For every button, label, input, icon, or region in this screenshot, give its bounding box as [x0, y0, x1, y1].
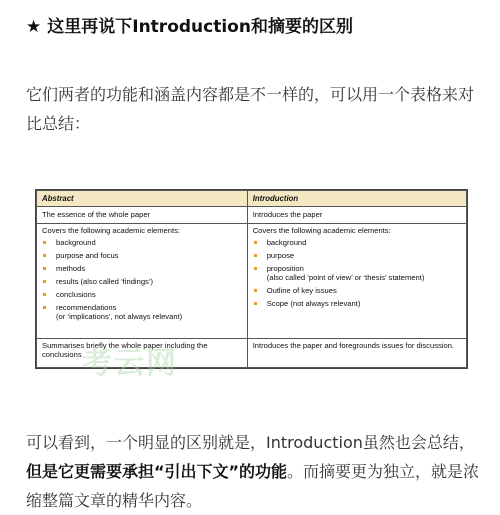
- section-heading: [26, 12, 353, 37]
- list-item-note: (or ‘implications’, not always relevant): [56, 312, 183, 321]
- watermark: 考云网: [82, 346, 178, 381]
- abstract-column-header: Abstract: [37, 191, 248, 207]
- list-item-text: recommendations: [56, 303, 117, 312]
- table-cell: The essence of the whole paper: [37, 207, 248, 224]
- abstract-element-list: [42, 238, 242, 321]
- table-cell: Introduces the paper: [247, 207, 466, 224]
- bullet-icon: [43, 306, 46, 309]
- list-item-text: Outline of key issues: [266, 286, 337, 295]
- list-item-note: (also called ‘point of view’ or ‘thesis’ statement): [266, 273, 425, 282]
- list-item: [42, 277, 242, 286]
- list-item: [253, 238, 461, 247]
- list-item: [253, 299, 461, 308]
- introduction-element-list: [253, 238, 461, 308]
- conclusion-text: 。而摘要更为独立，就是浓缩整篇文章的精华内容。: [26, 462, 480, 510]
- emphasized-text: 但是它更需要承担“引出下文”的功能: [26, 462, 288, 481]
- list-item-text: proposition: [266, 264, 304, 273]
- bullet-icon: [254, 289, 257, 292]
- bullet-icon: [43, 254, 46, 257]
- bullet-icon: [254, 267, 257, 270]
- list-item-text: methods: [56, 264, 86, 273]
- list-item-text: background: [56, 238, 96, 247]
- list-item: [42, 290, 242, 299]
- abstract-elements-cell: [37, 224, 248, 339]
- bullet-icon: [43, 293, 46, 296]
- list-item-text: purpose and focus: [56, 251, 119, 260]
- list-item: [253, 286, 461, 295]
- cell-caption: Covers the following academic elements:: [252, 226, 391, 235]
- introduction-column-header: Introduction: [247, 191, 466, 207]
- conclusion-text: 可以看到，一个明显的区别就是，Introduction虽然也会总结，: [26, 433, 475, 452]
- intro-paragraph: 它们两者的功能和涵盖内容都是不一样的，可以用一个表格来对比总结：: [26, 85, 475, 133]
- conclusion-paragraph: [26, 428, 482, 515]
- list-item: [253, 264, 461, 282]
- list-item: [42, 303, 242, 321]
- bullet-icon: [43, 267, 46, 270]
- list-item: [42, 238, 242, 247]
- table-row: [37, 224, 467, 339]
- table-row: [37, 207, 467, 224]
- list-item-text: purpose: [266, 251, 295, 260]
- table-cell: Introduces the paper and foregrounds issues for discussion.: [247, 339, 466, 368]
- heading-text: 这里再说下Introduction和摘要的区别: [47, 17, 353, 37]
- bullet-icon: [43, 280, 46, 283]
- bullet-icon: [254, 302, 257, 305]
- list-item: [42, 251, 242, 260]
- table-cell: Summarises briefly the whole paper including the conclusions: [37, 339, 248, 368]
- bullet-icon: [254, 254, 257, 257]
- star-icon: ★: [26, 17, 42, 37]
- list-item-text: background: [266, 238, 307, 247]
- introduction-elements-cell: [247, 224, 466, 339]
- list-item-text: results (also called ‘findings’): [56, 277, 154, 286]
- list-item-text: conclusions: [56, 290, 96, 299]
- bullet-icon: [254, 241, 257, 244]
- list-item: [42, 264, 242, 273]
- list-item-text: Scope (not always relevant): [266, 299, 361, 308]
- list-item: [253, 251, 461, 260]
- cell-caption: Covers the following academic elements:: [42, 226, 181, 235]
- bullet-icon: [43, 241, 46, 244]
